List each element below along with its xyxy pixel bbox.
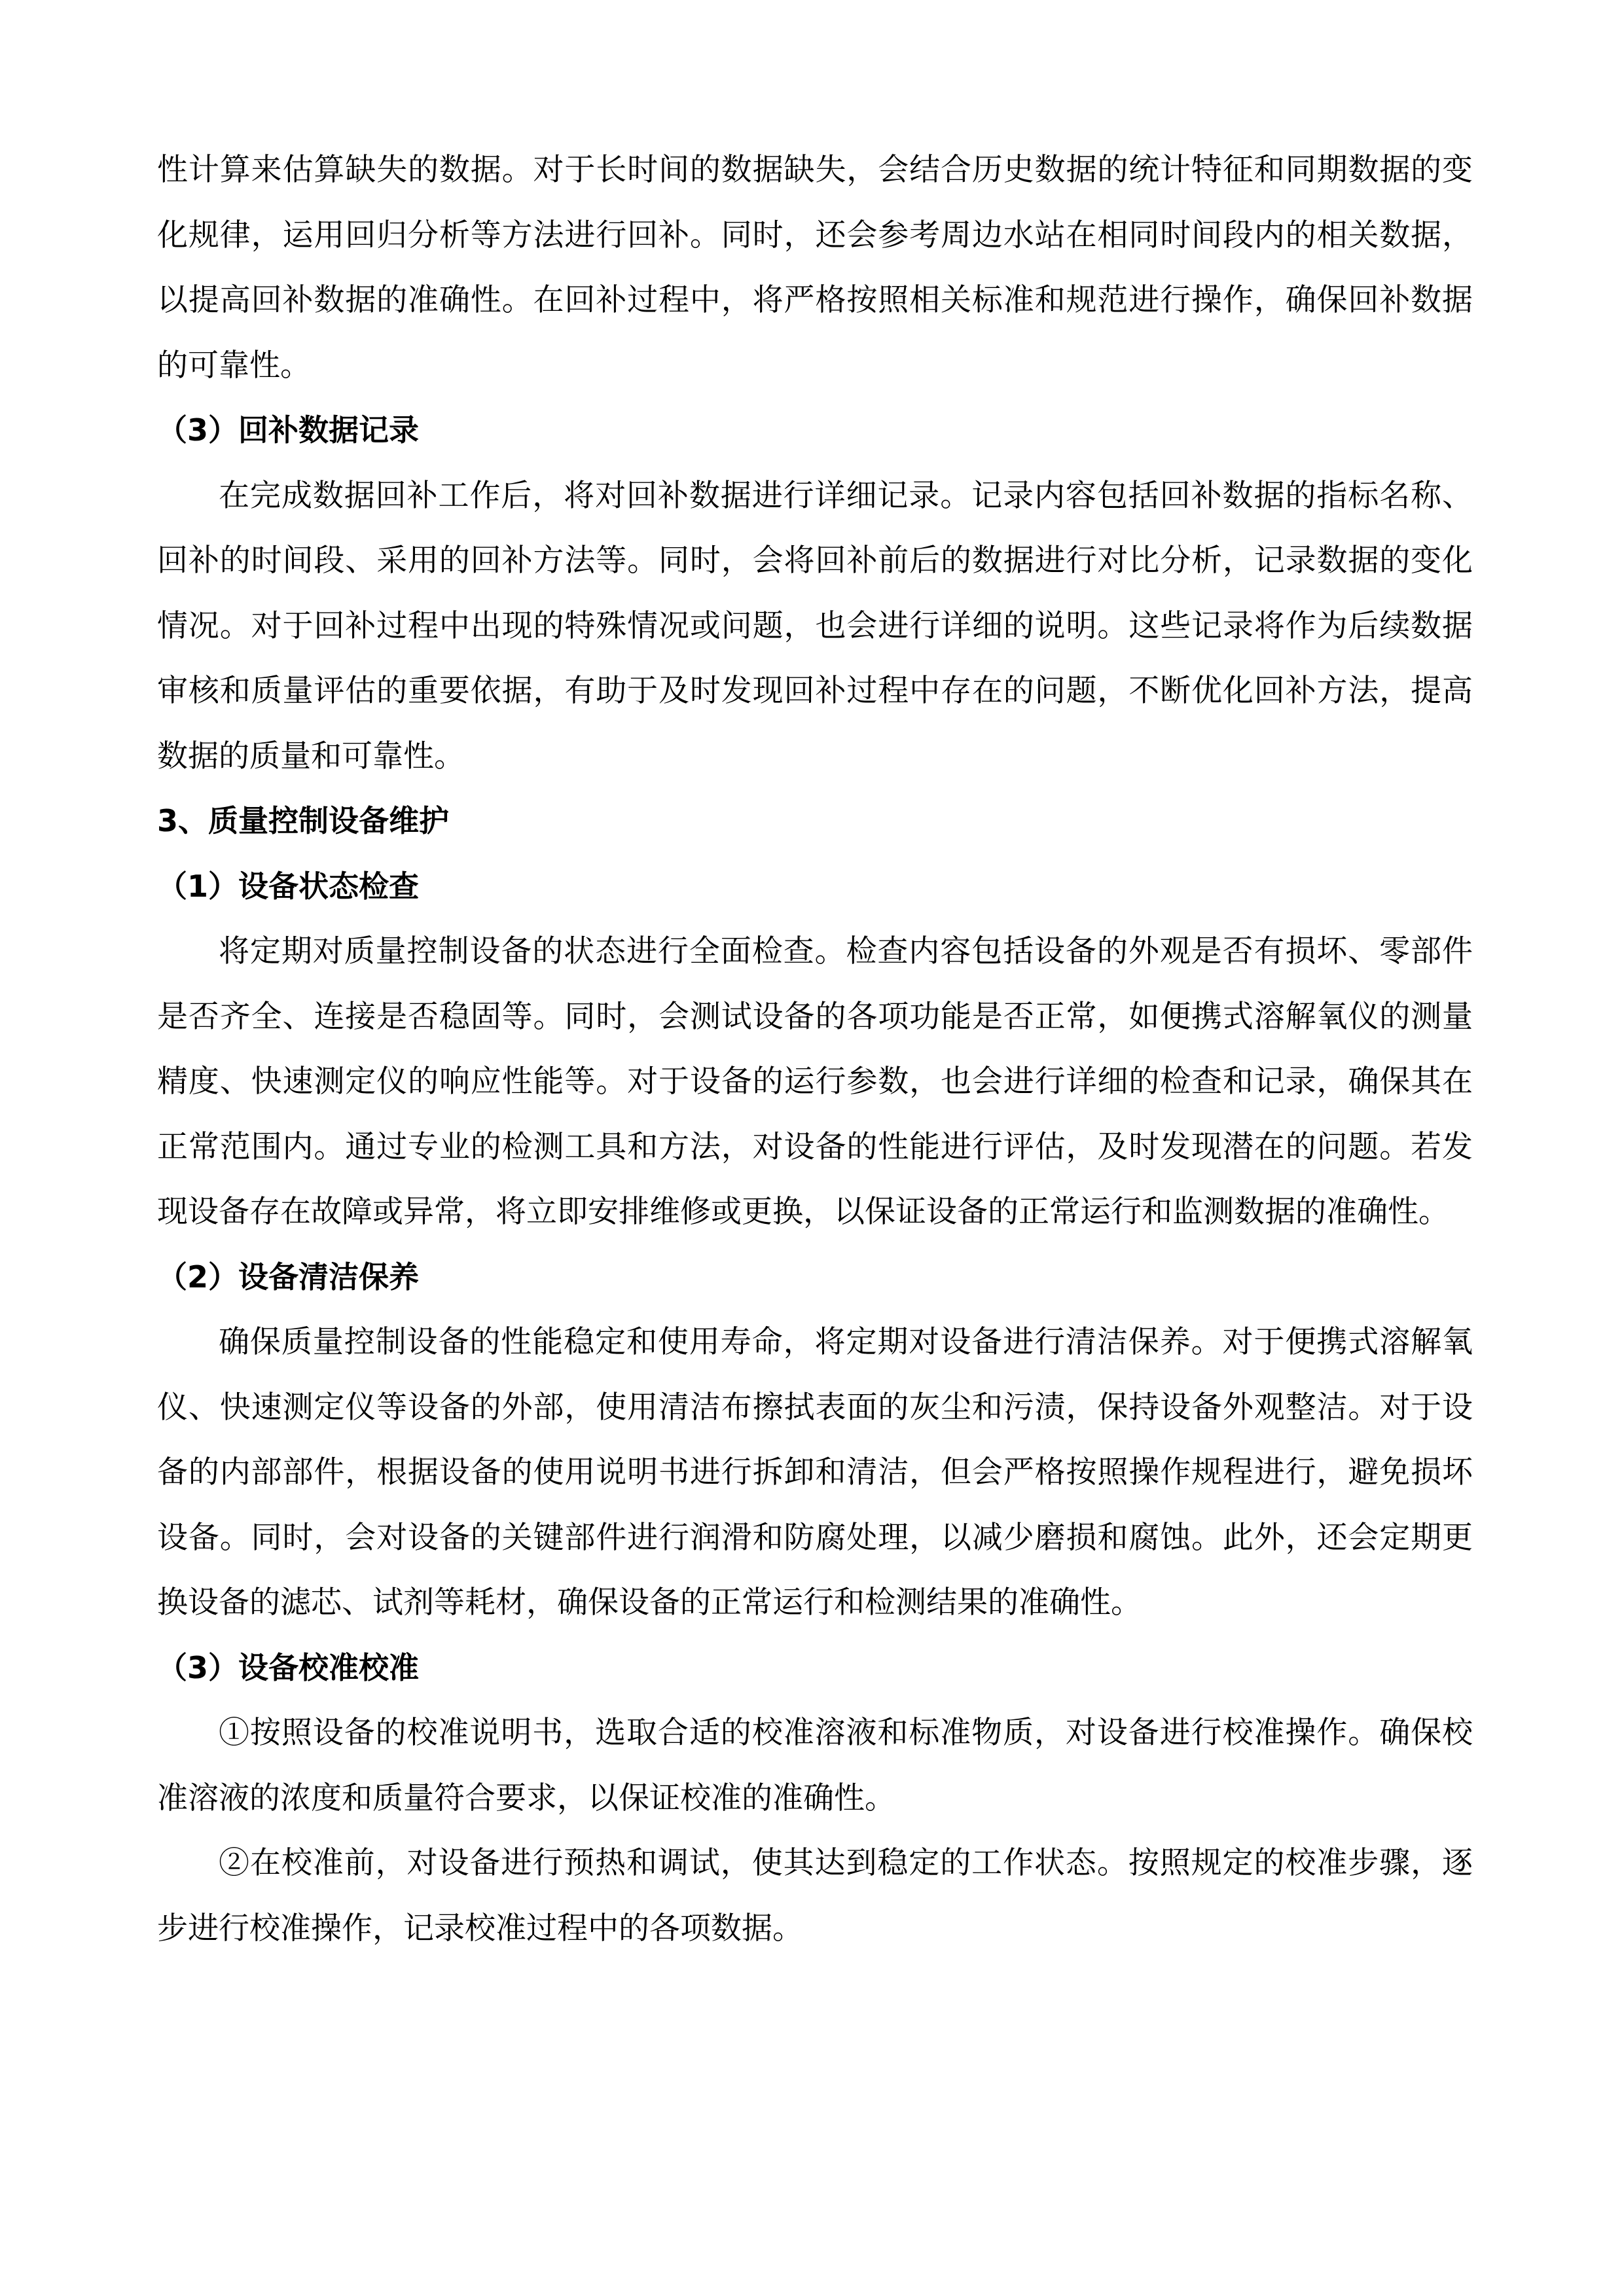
paragraph-calibration-step-1: ①按照设备的校准说明书，选取合适的校准溶液和标准物质，对设备进行校准操作。确保校准溶液的浓度和质量符合要求，以保证校准的准确性。	[157, 1715, 1473, 1816]
paragraph-calibration-step-2: ②在校准前，对设备进行预热和调试，使其达到稳定的工作状态。按照规定的校准步骤，逐步进行校准操作，记录校准过程中的各项数据。	[157, 1845, 1473, 1946]
heading-equipment-maintenance: 3、质量控制设备维护	[157, 803, 450, 838]
paragraph-equipment-cleaning: 确保质量控制设备的性能稳定和使用寿命，将定期对设备进行清洁保养。对于便携式溶解氧仪、快速测定仪等设备的外部，使用清洁布擦拭表面的灰尘和污渍，保持设备外观整洁。对于设备的内部部件，根据设备的使用说明书进行拆卸和清洁，但会严格按照操作规程进行，避免损坏设备。同时，会对设备的关键部件进行润滑和防腐处理，以减少磨损和腐蚀。此外，还会定期更换设备的滤芯、试剂等耗材，确保设备的正常运行和检测结果的准确性。	[157, 1324, 1473, 1621]
document-page	[157, 137, 1473, 1961]
paragraph-backfill-record: 在完成数据回补工作后，将对回补数据进行详细记录。记录内容包括回补数据的指标名称、回补的时间段、采用的回补方法等。同时，会将回补前后的数据进行对比分析，记录数据的变化情况。对于回补过程中出现的特殊情况或问题，也会进行详细的说明。这些记录将作为后续数据审核和质量评估的重要依据，有助于及时发现回补过程中存在的问题，不断优化回补方法，提高数据的质量和可靠性。	[157, 477, 1473, 774]
heading-equipment-status-check: （1）设备状态检查	[157, 868, 420, 904]
heading-equipment-calibration: （3）设备校准校准	[157, 1649, 420, 1685]
heading-equipment-cleaning: （2）设备清洁保养	[157, 1259, 420, 1295]
paragraph-equipment-status-check: 将定期对质量控制设备的状态进行全面检查。检查内容包括设备的外观是否有损坏、零部件是否齐全、连接是否稳固等。同时，会测试设备的各项功能是否正常，如便携式溶解氧仪的测量精度、快速测定仪的响应性能等。对于设备的运行参数，也会进行详细的检查和记录，确保其在正常范围内。通过专业的检测工具和方法，对设备的性能进行评估，及时发现潜在的问题。若发现设备存在故障或异常，将立即安排维修或更换，以保证设备的正常运行和监测数据的准确性。	[157, 933, 1473, 1230]
heading-backfill-record: （3）回补数据记录	[157, 412, 420, 448]
paragraph-continued-backfill-method: 性计算来估算缺失的数据。对于长时间的数据缺失，会结合历史数据的统计特征和同期数据的变化规律，运用回归分析等方法进行回补。同时，还会参考周边水站在相同时间段内的相关数据，以提高回补数据的准确性。在回补过程中，将严格按照相关标准和规范进行操作，确保回补数据的可靠性。	[157, 152, 1473, 384]
